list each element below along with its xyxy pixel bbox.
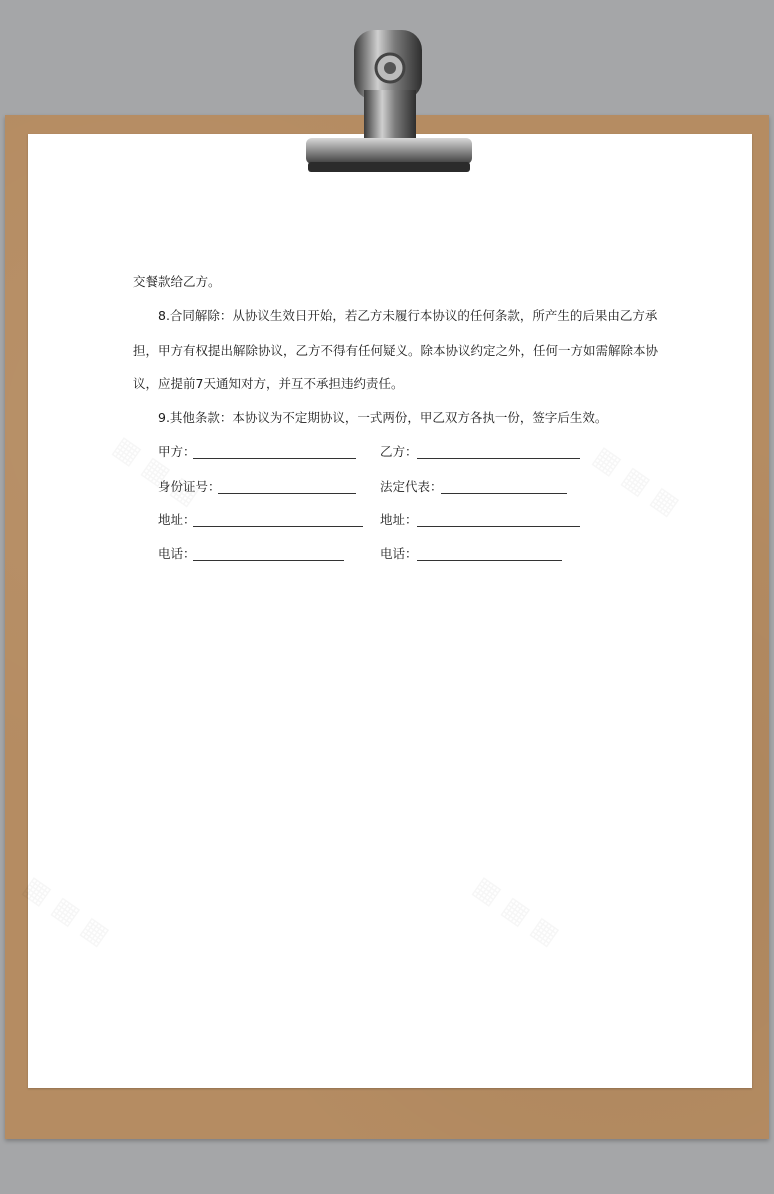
phone-a-label: 电话： [158,546,196,561]
party-b-label: 乙方： [380,444,418,459]
party-a-label: 甲方： [158,444,196,459]
watermark-mark [587,439,686,522]
body-line-1: 交餐款给乙方。 [133,274,221,289]
binder-clip [292,20,482,180]
body-line-4: 议，应提前7天通知对方，并互不承担违约责任。 [133,376,404,391]
watermark-mark [17,869,116,952]
body-line-5: 9.其他条款：本协议为不定期协议，一式两份，甲乙双方各执一份，签字后生效。 [158,410,608,425]
address-b-label: 地址： [380,512,418,527]
phone-b-line[interactable] [417,560,562,561]
address-a-label: 地址： [158,512,196,527]
body-line-3: 担，甲方有权提出解除协议，乙方不得有任何疑义。除本协议约定之外，任何一方如需解除本协 [133,343,659,358]
legal-rep-line[interactable] [441,493,567,494]
body-line-2: 8.合同解除：从协议生效日开始，若乙方未履行本协议的任何条款，所产生的后果由乙方承 [158,308,658,323]
party-b-signature-line[interactable] [417,458,580,459]
address-a-line[interactable] [193,526,363,527]
id-number-label: 身份证号： [158,479,221,494]
address-b-line[interactable] [417,526,580,527]
id-number-line[interactable] [218,493,356,494]
binder-clip-icon [292,20,482,180]
watermark-mark [107,429,206,512]
watermark-mark [467,869,566,952]
party-a-signature-line[interactable] [193,458,356,459]
phone-a-line[interactable] [193,560,344,561]
legal-rep-label: 法定代表： [380,479,443,494]
phone-b-label: 电话： [380,546,418,561]
